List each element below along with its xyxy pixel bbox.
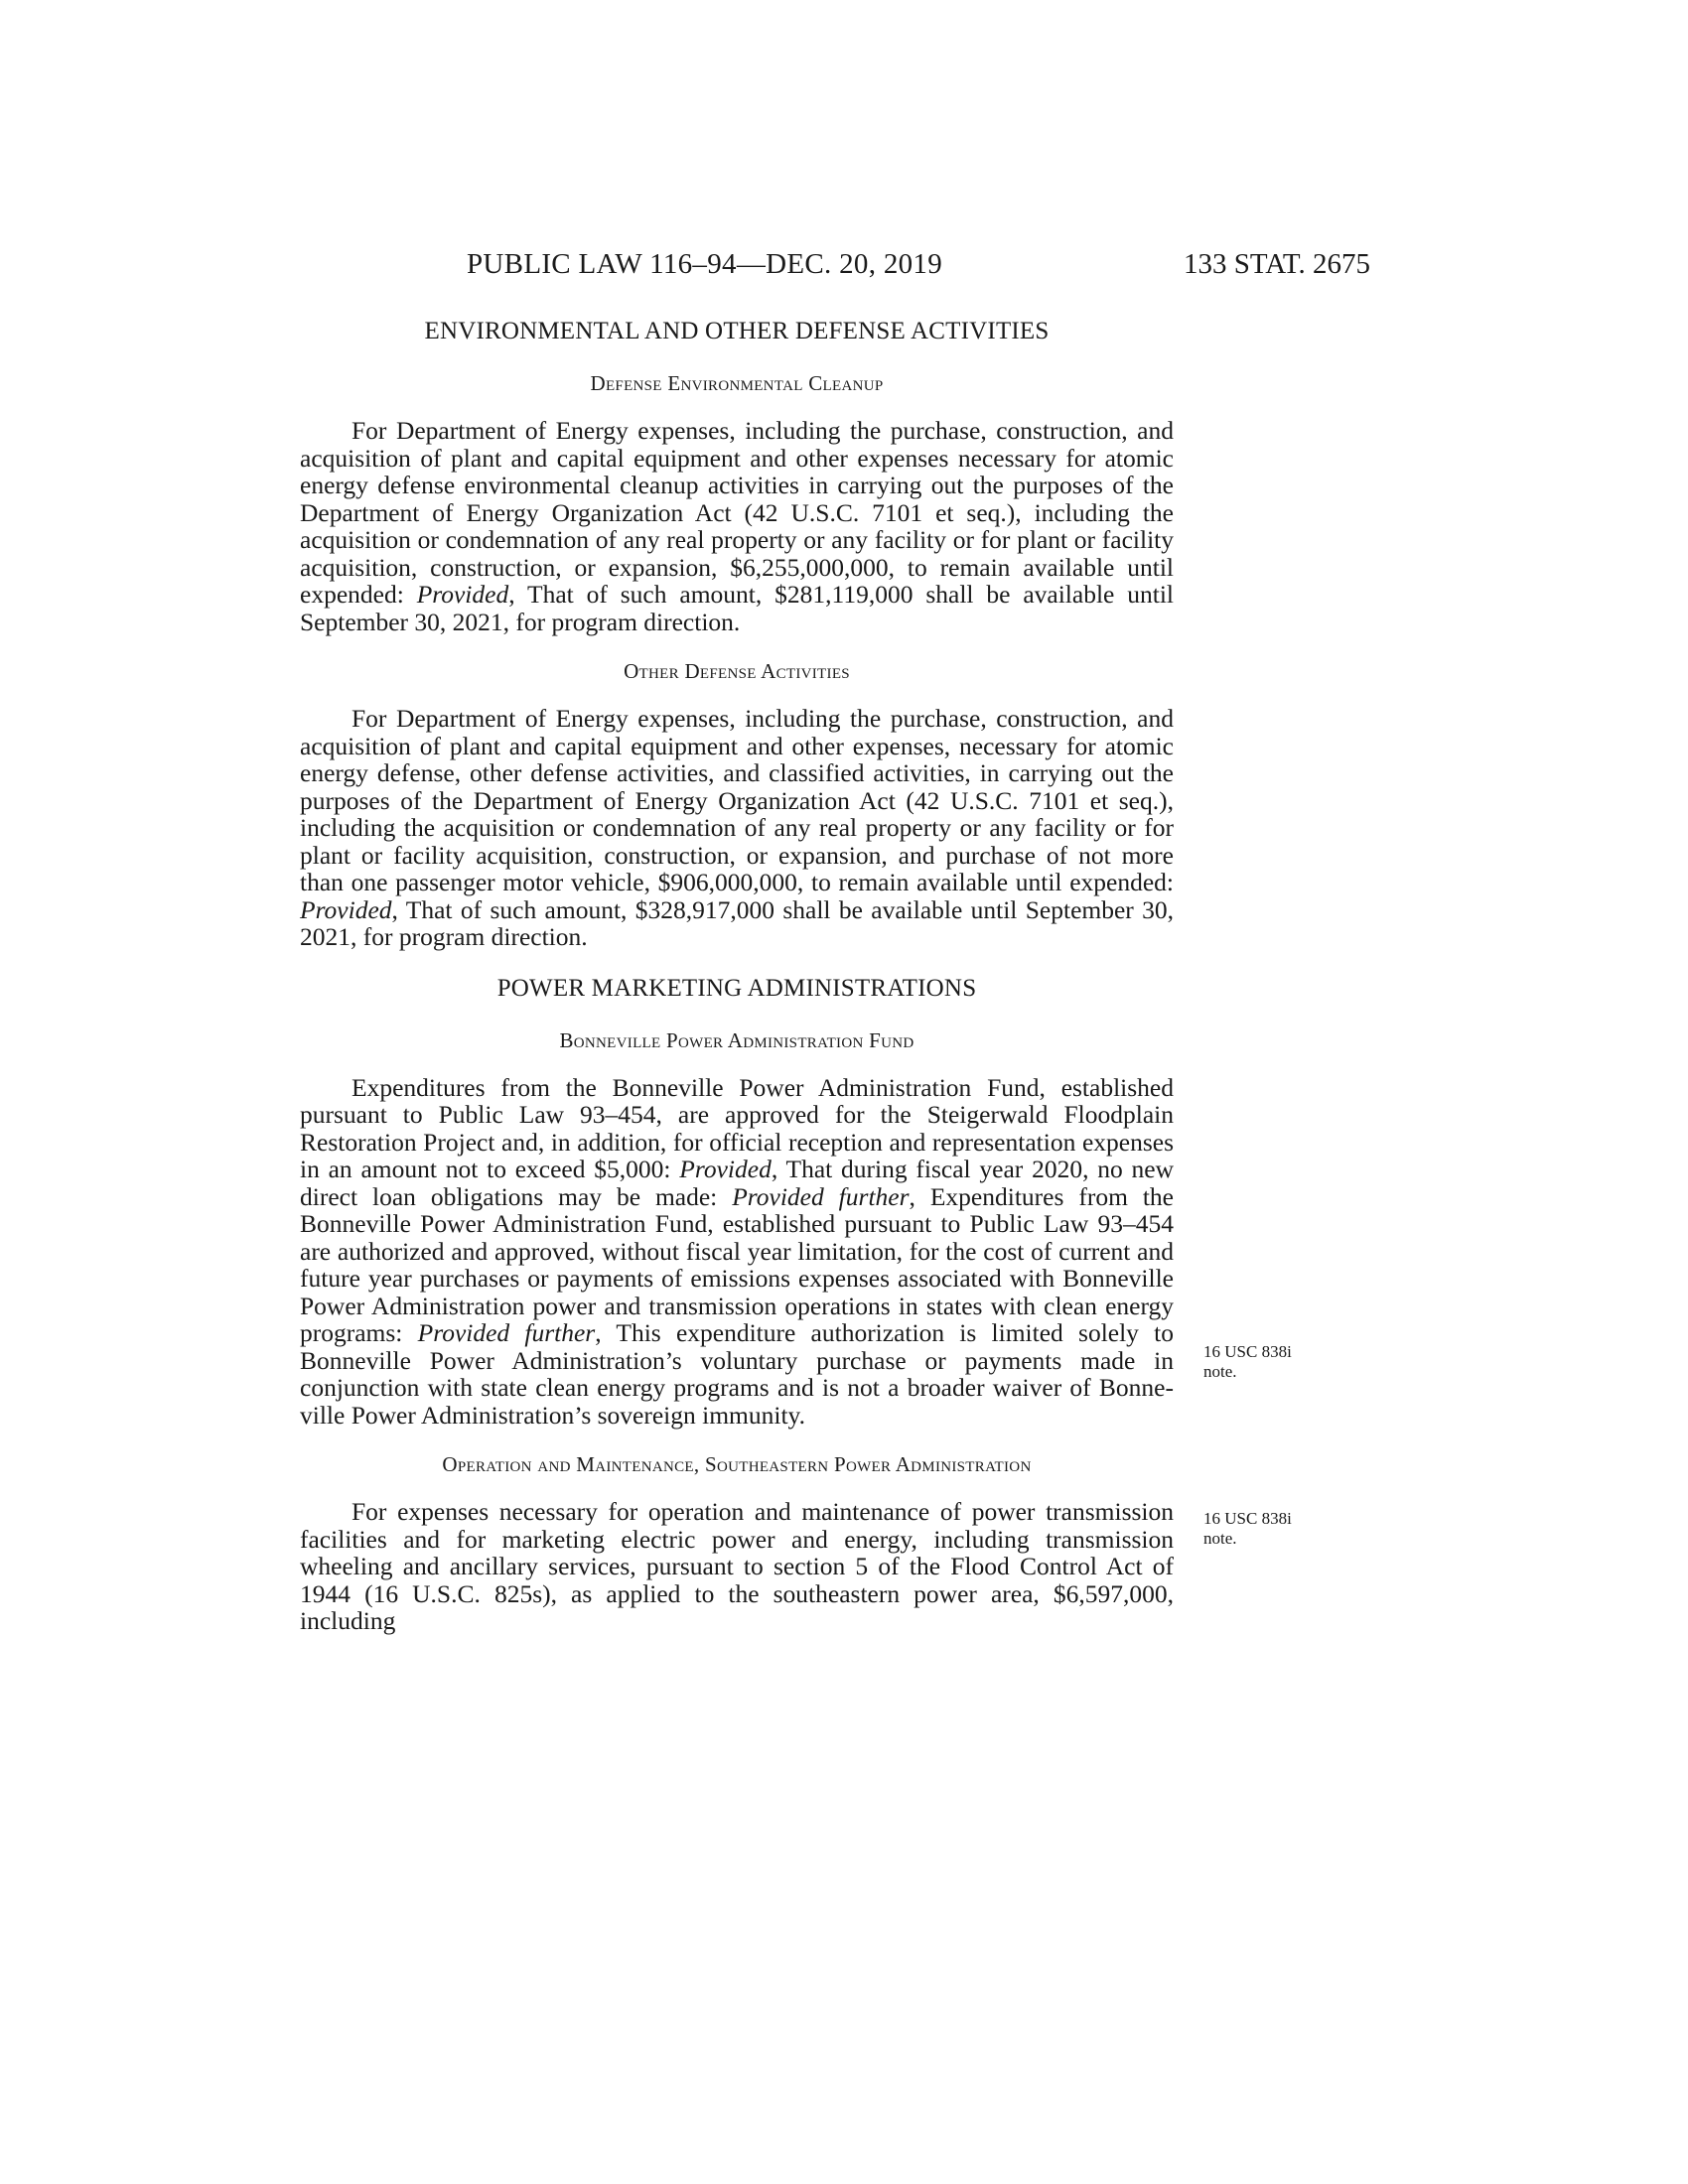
section-title-environmental: ENVIRONMENTAL AND OTHER DEFENSE ACTIVITIES xyxy=(424,318,1050,344)
paragraph-southeastern-power: For expenses necessary for operation and maintenance of power transmission facilities and for marketing electric power and energy, including transmission wheeling and ancillary services, pursuant to section 5 of the Flood Control Act of 1944 (16 U.S.C. 825s), as applied to the southeastern power area, $6,597,000, including xyxy=(300,1497,1174,1635)
heading-southeastern-power: Operation and Maintenance, Southeastern Power Administration xyxy=(442,1452,1032,1476)
margin-note-citation xyxy=(1203,1509,1333,1549)
paragraph-other-defense: For Department of Energy expenses, including the purchase, construction, and acquisition of plant and capital equipment and other expenses, necessary for atomic energy defense, other defense activities, and classified activities, in carrying out the purposes of the Department of Energy Organization Act (42 U.S.C. 7101 et seq.), including the acquisition or condemnation of any real property or any facility or for plant or facility acquisition, construction, or expansion, and purchase of not more than one passenger motor vehicle, $906,000,000, to remain available until expended: Provided, That of such amount, $328,917,000 shall be available until September 30, 2021, for program direction. xyxy=(300,704,1174,951)
margin-note-line: note. xyxy=(1203,1529,1237,1548)
section-title-power-marketing: POWER MARKETING ADMINISTRATIONS xyxy=(496,974,977,1002)
page-header xyxy=(0,248,1688,288)
margin-note-line: 16 USC 838i xyxy=(1203,1342,1292,1361)
margin-note-line: 16 USC 838i xyxy=(1203,1509,1292,1528)
heading-bonneville-fund: Bonneville Power Administration Fund xyxy=(559,1027,914,1052)
paragraph-defense-cleanup: For Department of Energy expenses, including the purchase, construction, and acquisition of plant and capital equipment and other expenses necessary for atomic energy defense environmental cleanup activities in carrying out the purposes of the Department of Energy Organization Act (42 U.S.C. 7101 et seq.), including the acquisition or condemnation of any real property or any facility or for plant or facility acquisition, construction, or expansion, $6,255,000,000, to remain available until expended: Provided, That of such amount, $281,119,000 shall be available until September 30, 2021, for program direction. xyxy=(300,416,1174,636)
heading-other-defense: Other Defense Activities xyxy=(624,659,850,683)
margin-note-line: note. xyxy=(1203,1362,1237,1381)
stat-page-number: 133 STAT. 2675 xyxy=(1183,248,1370,280)
running-head: PUBLIC LAW 116–94—DEC. 20, 2019 xyxy=(467,248,943,280)
heading-defense-cleanup: Defense Environmental Cleanup xyxy=(590,371,884,395)
paragraph-bonneville-fund: Expenditures from the Bonneville Power Administration Fund, established pursuant to Public Law 93–454, are approved for the Steigerwald Floodplain Restoration Project and, in addition, for official reception and representation expenses in an amount not to exceed $5,000: Provided, That during fiscal year 2020, no new direct loan obligations may be made: Provided further, Expenditures from the Bonneville Power Administration Fund, established pursuant to Public Law 93–454 are authorized and approved, without fiscal year limitation, for the cost of current and future year purchases or payments of emissions expenses associated with Bonneville Power Administration power and transmission operations in states with clean energy programs: Provided further, This expenditure authorization is limited solely to Bonneville Power Administration’s voluntary purchase or payments made in conjunction with state clean energy programs and is not a broader waiver of Bonneville Power Administration’s sovereign immunity. xyxy=(300,1072,1175,1430)
document-body xyxy=(300,316,1174,1657)
margin-note-citation xyxy=(1203,1342,1333,1382)
